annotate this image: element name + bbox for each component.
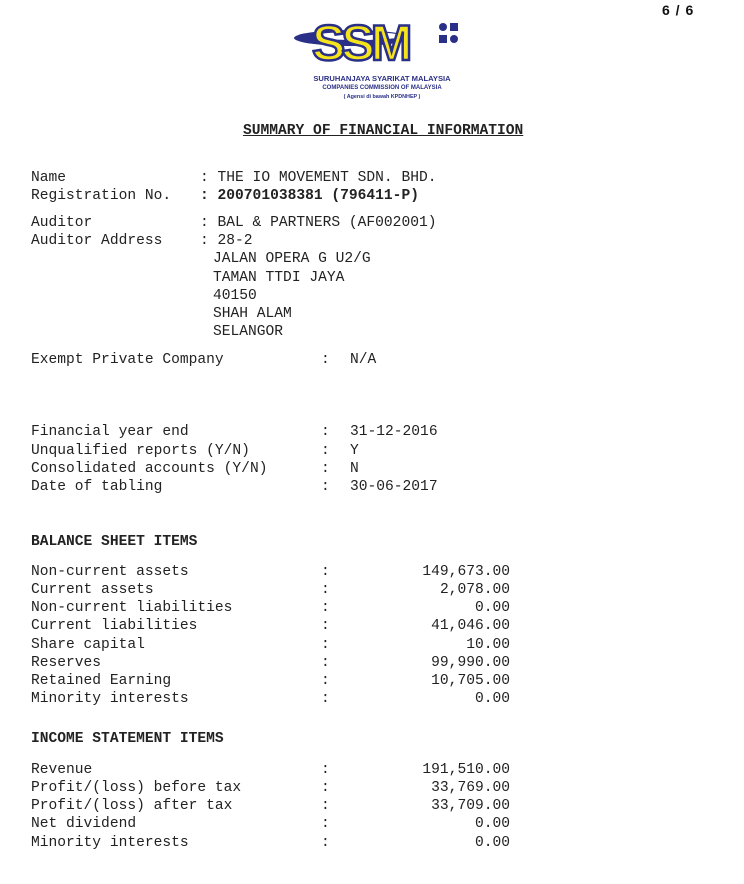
registration-label: Registration No.	[31, 188, 172, 204]
income-statement-label: Revenue	[31, 762, 93, 778]
reporting-label: Date of tabling	[31, 479, 163, 495]
auditor-address-label: Auditor Address	[31, 233, 163, 249]
income-statement-label: Profit/(loss) before tax	[31, 780, 242, 796]
balance-sheet-value: 149,673.00	[422, 564, 510, 580]
income-statement-value: 0.00	[474, 835, 510, 851]
reporting-label: Consolidated accounts (Y/N)	[31, 461, 268, 477]
logo-line-3: ( Agensi di bawah KPDNHEP )	[343, 94, 421, 100]
exempt-colon: :	[321, 352, 330, 368]
balance-sheet-value: 41,046.00	[431, 618, 510, 634]
auditor-address-line-2: JALAN OPERA G U2/G	[213, 251, 371, 267]
reporting-colon: :	[321, 479, 330, 495]
income-statement-colon: :	[321, 835, 330, 851]
reporting-label: Unqualified reports (Y/N)	[31, 443, 250, 459]
balance-sheet-value: 10.00	[466, 637, 510, 653]
balance-sheet-label: Non-current liabilities	[31, 600, 233, 616]
balance-sheet-value: 0.00	[474, 691, 510, 707]
registration-colon: : 200701038381 (796411-P)	[200, 188, 419, 204]
balance-sheet-colon: :	[321, 582, 330, 598]
income-statement-label: Minority interests	[31, 835, 189, 851]
income-statement-value: 191,510.00	[422, 762, 510, 778]
balance-sheet-value: 0.00	[474, 600, 510, 616]
income-statement-colon: :	[321, 780, 330, 796]
logo-line-1: SURUHANJAYA SYARIKAT MALAYSIA	[313, 74, 451, 83]
auditor-address-colon: : 28-2	[200, 233, 253, 249]
auditor-value: BAL & PARTNERS (AF002001)	[217, 215, 437, 231]
reporting-colon: :	[321, 443, 330, 459]
balance-sheet-label: Reserves	[31, 655, 102, 671]
name-label: Name	[31, 170, 67, 186]
income-statement-value: 33,709.00	[431, 798, 510, 814]
income-statement-label: Profit/(loss) after tax	[31, 798, 233, 814]
name-value: THE IO MOVEMENT SDN. BHD.	[217, 170, 437, 186]
auditor-label: Auditor	[31, 215, 93, 231]
income-statement-colon: :	[321, 762, 330, 778]
income-statement-value: 0.00	[474, 816, 510, 832]
reporting-value: 30-06-2017	[350, 479, 438, 495]
document-title: SUMMARY OF FINANCIAL INFORMATION	[243, 123, 524, 139]
income-statement-heading: INCOME STATEMENT ITEMS	[31, 731, 224, 747]
income-statement-colon: :	[321, 816, 330, 832]
balance-sheet-colon: :	[321, 691, 330, 707]
reporting-value: N	[350, 461, 359, 477]
balance-sheet-value: 10,705.00	[431, 673, 510, 689]
balance-sheet-label: Current liabilities	[31, 618, 198, 634]
income-statement-colon: :	[321, 798, 330, 814]
balance-sheet-heading: BALANCE SHEET ITEMS	[31, 534, 198, 550]
balance-sheet-value: 2,078.00	[439, 582, 510, 598]
auditor-address-line-4: 40150	[213, 288, 257, 304]
svg-text:SSM: SSM	[312, 15, 409, 70]
balance-sheet-colon: :	[321, 564, 330, 580]
balance-sheet-label: Current assets	[31, 582, 154, 598]
balance-sheet-colon: :	[321, 618, 330, 634]
balance-sheet-colon: :	[321, 655, 330, 671]
name-colon: : THE IO MOVEMENT SDN. BHD.	[200, 170, 437, 186]
registration-value: 200701038381 (796411-P)	[217, 188, 419, 204]
ssm-logo	[292, 8, 464, 70]
balance-sheet-colon: :	[321, 673, 330, 689]
balance-sheet-colon: :	[321, 600, 330, 616]
reporting-label: Financial year end	[31, 424, 189, 440]
balance-sheet-label: Share capital	[31, 637, 145, 653]
exempt-label: Exempt Private Company	[31, 352, 224, 368]
balance-sheet-colon: :	[321, 637, 330, 653]
balance-sheet-label: Retained Earning	[31, 673, 172, 689]
income-statement-value: 33,769.00	[431, 780, 510, 796]
reporting-colon: :	[321, 461, 330, 477]
reporting-value: 31-12-2016	[350, 424, 438, 440]
income-statement-label: Net dividend	[31, 816, 137, 832]
logo-line-2: COMPANIES COMMISSION OF MALAYSIA	[322, 85, 442, 91]
auditor-address-line-6: SELANGOR	[213, 324, 284, 340]
balance-sheet-label: Non-current assets	[31, 564, 189, 580]
exempt-value: N/A	[350, 352, 377, 368]
reporting-colon: :	[321, 424, 330, 440]
auditor-address-line-5: SHAH ALAM	[213, 306, 292, 322]
balance-sheet-value: 99,990.00	[431, 655, 510, 671]
balance-sheet-label: Minority interests	[31, 691, 189, 707]
page-indicator: 6 / 6	[662, 2, 695, 18]
auditor-colon: : BAL & PARTNERS (AF002001)	[200, 215, 437, 231]
reporting-value: Y	[350, 443, 359, 459]
auditor-address-line-3: TAMAN TTDI JAYA	[213, 270, 345, 286]
auditor-address-line-1: 28-2	[217, 233, 253, 249]
